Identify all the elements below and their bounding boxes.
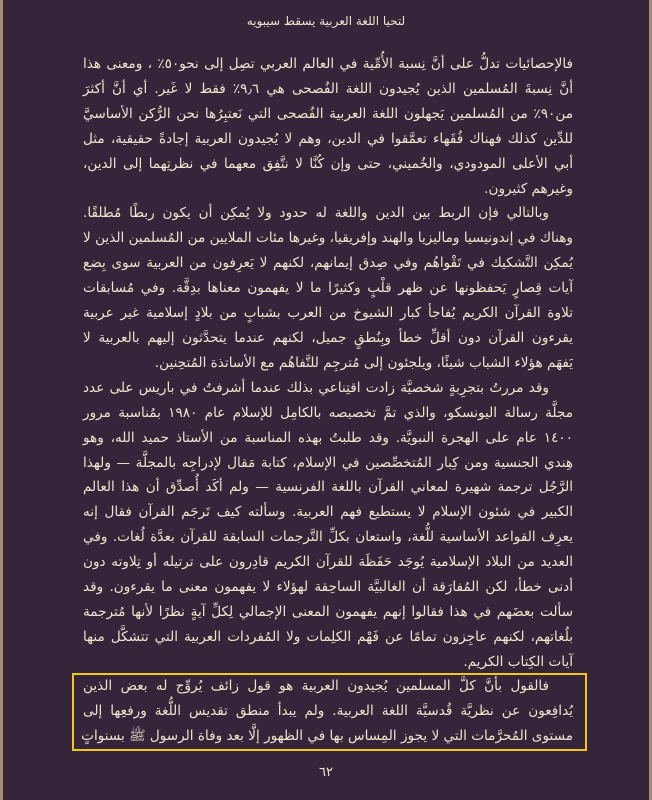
text-line: بلُغاتهم، لكنهم عاجِزون تمامًا عن فَهْم الكلِمات ولا المُفردات العربية التي تتشكَّل منها <box>83 628 573 645</box>
text-line: هِندي الجنسية ومن كِبار المُتخصِّصين في الإسلام، كتابة مَقال لإدراجِه بالمجلَّة — ولهذا <box>83 454 573 471</box>
text-line: أنَّ نِسبةَ المُسلمين الذين يُجيدون اللغة الفُصحى هي ٩٫٦٪ فقط لا غَير. أي أنَّ أكثرَ <box>83 80 573 97</box>
text-line: آيات قِصارٍ يَحفظونها عن ظهر قلْبٍ وكثيرًا ما لا يفهمون معناها بدِقَّة. وفي مُسابقات <box>83 280 573 297</box>
text-line: مجلَّة رسالة اليونسكو، والذي تمَّ تخصيصه بالكامِل للإسلام عام ١٩٨٠ بمُناسبة مرور <box>83 404 573 421</box>
text-line: العديد من البلاد الإسلامية يُوجَد حَفَظَة للقرآن الكريم قادِرون على ترتيله أو تِلاوته دون <box>83 554 573 571</box>
text-line: يعرِف القواعد الأساسية للُّغة، واستعان بكلِّ التَّرجمات السابقة للقرآن بعدَّة لُغات. وفي <box>83 529 573 546</box>
paragraph <box>83 376 573 675</box>
text-line: ١٤٠٠ عام على الهجرة النبويَّة. وقد طلبتُ بهذه المناسبة من الأستاذ حميد الله، وهو <box>83 429 573 446</box>
highlighted-passage-text <box>83 674 573 749</box>
text-line: يُدافِعون عن نظريَّة قُدسيَّة اللغة العربية. ولم يبدأ منطق تقديس اللُّغة ورفعِها إلى <box>83 703 573 719</box>
text-line: فالقول بأنَّ كلَّ المسلمين يُجيدون العربية هو قول زائف يُروِّج له بعض الذين <box>83 678 549 694</box>
text-line: للدِّين كذلك فهناك فُقَهاء تعمَّقوا في الدين، وهم لا يُجيدون العربية إجادةً حقيقية، مثل <box>83 130 573 147</box>
text-line: أدنى خطأ، لكن المُفارَقة أن الغالبيَّة الساحِقة لهؤلاء لا يفهمون معنى ما يقرءون. وقد <box>83 579 573 596</box>
text-line: سألت بعضَهم في هذا فقالوا إنهم يفهمون المعنى الإجمالي لِكلِّ آيةٍ نظرًا لأنها مُترجمة <box>83 603 573 620</box>
text-line: آيات الكِتاب الكريم. <box>463 653 573 670</box>
text-line: يُمكِن التَّشكيك في تَقْواهُم وفي صِدق إيمانهم، لكنهم لا يَعرِفون من العربية سوى بِضع <box>83 255 573 272</box>
running-header: لتحيا اللغة العربية يسقط سيبويه <box>246 14 406 28</box>
text-line: وغيرهم كثيرون. <box>484 180 573 197</box>
main-text <box>83 52 573 675</box>
page-edge-left <box>0 0 3 800</box>
text-line: تلاوة القرآن الكريم يُفاجأ كبار الشيوخ من العرب بشبابٍ من بلادٍ إسلامية غير عربية <box>83 305 573 322</box>
text-line: من٩٠٪ من المُسلمين يَجهلون اللغة العربية الفُصحى التي نَعتبِرُها نحن الرُّكن الأساسيَّ <box>83 105 573 122</box>
text-line: يَفهَم هؤلاء الشباب شيئًا، ويلجئون إلى مُترجِم للتَّفاهُم مع الأساتذة المُتحِنين. <box>154 354 573 371</box>
paragraph <box>83 52 573 201</box>
page-number: ٦٢ <box>319 765 333 780</box>
paragraph <box>83 674 573 749</box>
text-line: يقرءون القرآن دون أقلِّ خطأ وبِنُطقٍ جميل، لكنهم عندما يتحدَّثون إليهم بالعربية لا <box>83 329 573 346</box>
text-line: الكبير في شئون الإسلام لا يستطيع فهم العربية. وسألته كيف تَرجَم القرآن فقال إنه <box>83 504 573 521</box>
text-line: وبالتالي فإن الربط بين الدين واللغة له حدود ولا يُمكِن أن يكون ربطًا مُطلقًا. <box>83 205 549 222</box>
paragraph <box>83 201 573 375</box>
text-line: وهناك في إندونيسيا وماليزيا والهند وإفريقيا، وغيرها مئات الملايين من المُسلمين الذين لا <box>83 230 573 247</box>
text-line: أبي الأعلى المودودي، والخُميني، حتى وإن كُنَّا لا نتَّفِق معهما في نظرتِهما إلى الدين، <box>83 155 573 172</box>
text-line: وقد مررتُ بتجرِبةٍ شخصيَّة زادت اقتِناعي بذلك عندما أشرفتُ في باريس على عدد <box>83 379 549 396</box>
text-line: الرَّجُل ترجمة شهيرة لمعاني القرآن باللغة الفرنسية — ولم أكَد أُصدِّق أن هذا العالم <box>83 479 573 496</box>
text-line: مستوى المُحرَّمات التي لا يجوز المِساس بها في الظهور إلَّا بعد وفاة الرسول ﷺ بسنواتٍ <box>81 728 573 744</box>
text-line: فالإحصائيات تدلُّ على أنَّ نِسبة الأُمِّية في العالم العربي تصِل إلى نحو٥٠٪ ، ومعنى هذا <box>83 56 573 72</box>
